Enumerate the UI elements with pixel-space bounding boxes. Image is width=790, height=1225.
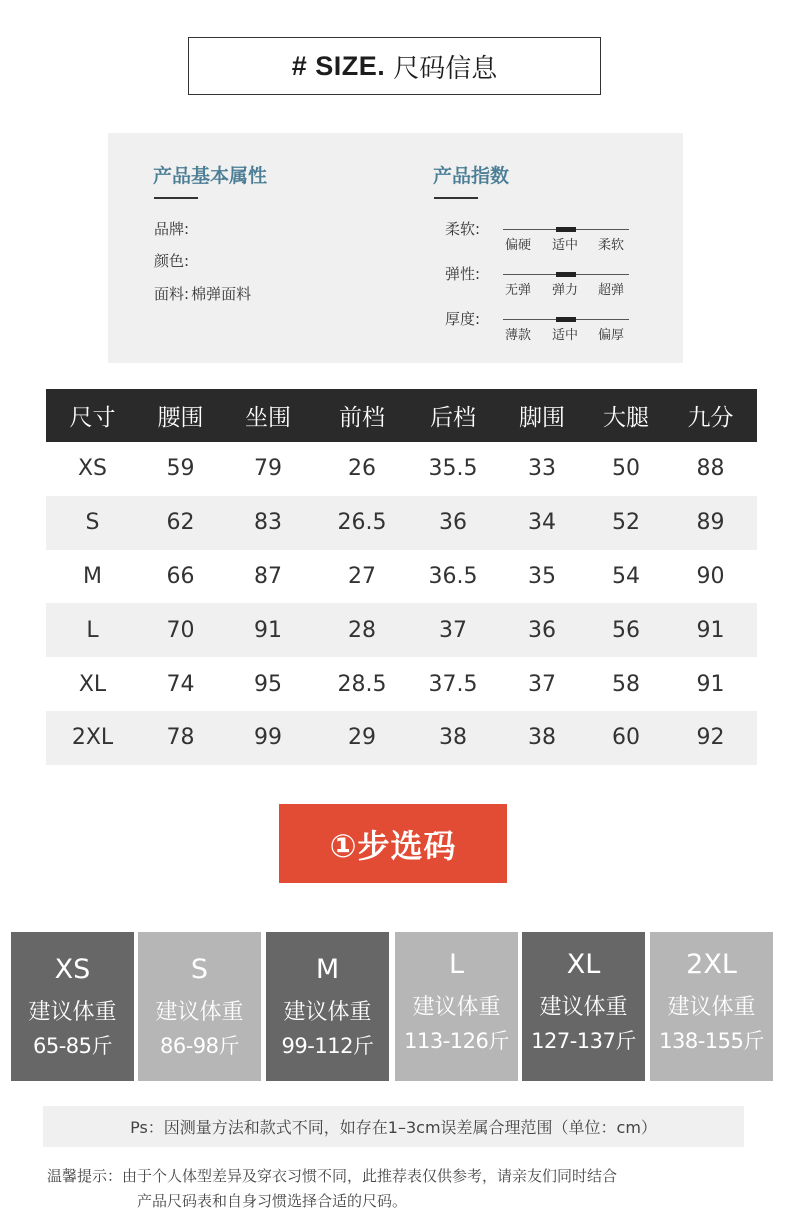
scale-marker — [556, 272, 576, 277]
table-row — [46, 657, 757, 711]
table-cell: 70 — [166, 617, 195, 643]
scale-label: 弹性: — [445, 265, 481, 283]
table-cell: 56 — [612, 617, 640, 643]
card-recommend-label: 建议体重 — [667, 995, 756, 1020]
table-cell: 38 — [439, 725, 467, 751]
scale-marker — [556, 227, 576, 232]
table-cell: 37.5 — [428, 671, 478, 697]
table-cell: 27 — [348, 563, 376, 589]
size-recommendation-cards — [11, 932, 774, 1081]
table-cell: 36 — [528, 617, 556, 643]
table-cell: 28 — [348, 617, 376, 643]
attr-label: 面料: — [154, 285, 190, 303]
table-header-cell: 尺寸 — [69, 405, 116, 431]
table-cell: 89 — [696, 510, 725, 536]
card-size: M — [315, 954, 340, 985]
product-index-underline — [434, 197, 478, 199]
table-cell: 33 — [528, 456, 556, 482]
table-header-cell: 九分 — [687, 405, 734, 431]
table-row — [46, 603, 757, 657]
attr-label: 颜色: — [154, 252, 190, 270]
warm-tip-line-1: 温馨提示：由于个人体型差异及穿衣习惯不同，此推荐表仅供参考，请亲友们同时结合 — [47, 1167, 618, 1185]
table-cell: 90 — [696, 563, 725, 589]
table-cell: 26 — [348, 456, 376, 482]
scale-label: 厚度: — [445, 310, 481, 328]
card-weight: 138-155斤 — [659, 1029, 764, 1053]
table-cell: 54 — [612, 563, 640, 589]
table-cell: 58 — [612, 671, 640, 697]
table-header-cell: 大腿 — [603, 405, 649, 431]
size-card-2xl[interactable] — [650, 932, 773, 1081]
scale-option-selected: 适中 — [552, 328, 579, 343]
card-weight: 99-112斤 — [281, 1034, 374, 1058]
scale-option: 偏厚 — [598, 328, 625, 343]
table-cell: 2XL — [71, 725, 114, 751]
table-cell: 79 — [254, 456, 282, 482]
title-english: # SIZE. — [291, 50, 386, 81]
card-weight: 86-98斤 — [159, 1034, 240, 1058]
scale-option: 偏硬 — [505, 238, 532, 253]
table-row — [46, 711, 757, 765]
scale-softness — [445, 218, 675, 258]
table-cell: 36 — [439, 510, 467, 536]
table-cell: 26.5 — [337, 510, 387, 536]
table-cell: 78 — [166, 725, 195, 751]
scale-option: 无弹 — [505, 283, 532, 298]
table-cell: 92 — [696, 725, 725, 751]
table-cell: 36.5 — [428, 563, 478, 589]
scale-thickness — [445, 308, 675, 348]
table-cell: 37 — [528, 671, 556, 697]
scale-option-selected: 弹力 — [552, 283, 579, 298]
scale-label: 柔软: — [445, 220, 481, 238]
attr-label: 品牌: — [154, 220, 190, 238]
size-table — [46, 389, 757, 765]
card-size: XL — [566, 949, 601, 980]
table-cell: 52 — [612, 510, 640, 536]
attr-value: 棉弹面料 — [191, 285, 252, 303]
table-cell: 95 — [254, 671, 282, 697]
basic-attrs-underline — [154, 197, 198, 199]
size-card-xl[interactable] — [522, 932, 645, 1081]
card-size: 2XL — [686, 949, 737, 980]
card-size: S — [190, 954, 209, 985]
measurement-note: Ps：因测量方法和款式不同，如存在1–3cm误差属合理范围（单位：cm） — [43, 1106, 744, 1147]
table-row — [46, 442, 757, 496]
table-cell: 28.5 — [337, 671, 387, 697]
table-cell: 66 — [166, 563, 195, 589]
table-header-cell: 前档 — [339, 405, 385, 431]
table-cell: 88 — [696, 456, 725, 482]
scale-option: 薄款 — [505, 328, 532, 343]
table-header-row — [46, 389, 757, 442]
card-recommend-label: 建议体重 — [412, 995, 501, 1020]
size-selection-step-button[interactable]: ①步选码 — [279, 804, 507, 883]
scale-marker — [556, 317, 576, 322]
product-info-panel — [108, 133, 683, 363]
table-cell: M — [83, 563, 102, 589]
table-header-cell: 腰围 — [157, 405, 204, 431]
table-cell: L — [86, 617, 99, 643]
table-header-cell: 脚围 — [519, 405, 565, 431]
scale-option-selected: 适中 — [552, 238, 579, 253]
table-cell: XS — [77, 456, 108, 482]
table-cell: 50 — [612, 456, 640, 482]
table-cell: 62 — [166, 510, 195, 536]
card-size: L — [448, 949, 465, 980]
table-row — [46, 550, 757, 604]
card-recommend-label: 建议体重 — [283, 1000, 372, 1025]
table-cell: XL — [78, 671, 107, 697]
size-card-m[interactable] — [266, 932, 389, 1081]
basic-attrs-heading: 产品基本属性 — [153, 165, 268, 187]
table-row — [46, 496, 757, 550]
card-weight: 127-137斤 — [531, 1029, 636, 1053]
card-recommend-label: 建议体重 — [539, 995, 628, 1020]
attr-brand — [154, 218, 191, 239]
card-recommend-label: 建议体重 — [28, 1000, 117, 1025]
scale-option: 超弹 — [598, 283, 625, 298]
size-card-xs[interactable] — [11, 932, 134, 1081]
table-cell: 59 — [166, 456, 195, 482]
attr-color — [154, 250, 191, 271]
attr-fabric — [154, 283, 251, 304]
table-cell: 74 — [166, 671, 195, 697]
card-weight: 113-126斤 — [404, 1029, 509, 1053]
table-cell: 34 — [528, 510, 556, 536]
size-title-box — [188, 37, 601, 95]
table-cell: 29 — [348, 725, 376, 751]
table-cell: 35 — [528, 563, 556, 589]
table-cell: S — [85, 510, 100, 536]
table-cell: 91 — [696, 617, 725, 643]
card-recommend-label: 建议体重 — [155, 1000, 244, 1025]
scale-option: 柔软 — [598, 238, 625, 253]
table-cell: 38 — [528, 725, 556, 751]
table-header-cell: 后档 — [430, 405, 476, 431]
table-cell: 87 — [254, 563, 282, 589]
card-size: XS — [54, 954, 91, 985]
table-cell: 35.5 — [428, 456, 478, 482]
table-header-cell: 坐围 — [245, 405, 291, 431]
table-cell: 37 — [439, 617, 467, 643]
table-cell: 83 — [254, 510, 282, 536]
table-cell: 91 — [696, 671, 725, 697]
warm-tip — [47, 1164, 747, 1214]
table-cell: 60 — [612, 725, 640, 751]
table-cell: 91 — [254, 617, 282, 643]
size-card-l[interactable] — [395, 932, 518, 1081]
card-weight: 65-85斤 — [32, 1034, 113, 1058]
title-chinese: 尺码信息 — [393, 53, 498, 84]
product-index-heading: 产品指数 — [433, 165, 510, 187]
warm-tip-line-2: 产品尺码表和自身习惯选择合适的尺码。 — [137, 1192, 408, 1210]
table-cell: 99 — [254, 725, 282, 751]
size-card-s[interactable] — [138, 932, 261, 1081]
scale-elasticity — [445, 263, 675, 303]
